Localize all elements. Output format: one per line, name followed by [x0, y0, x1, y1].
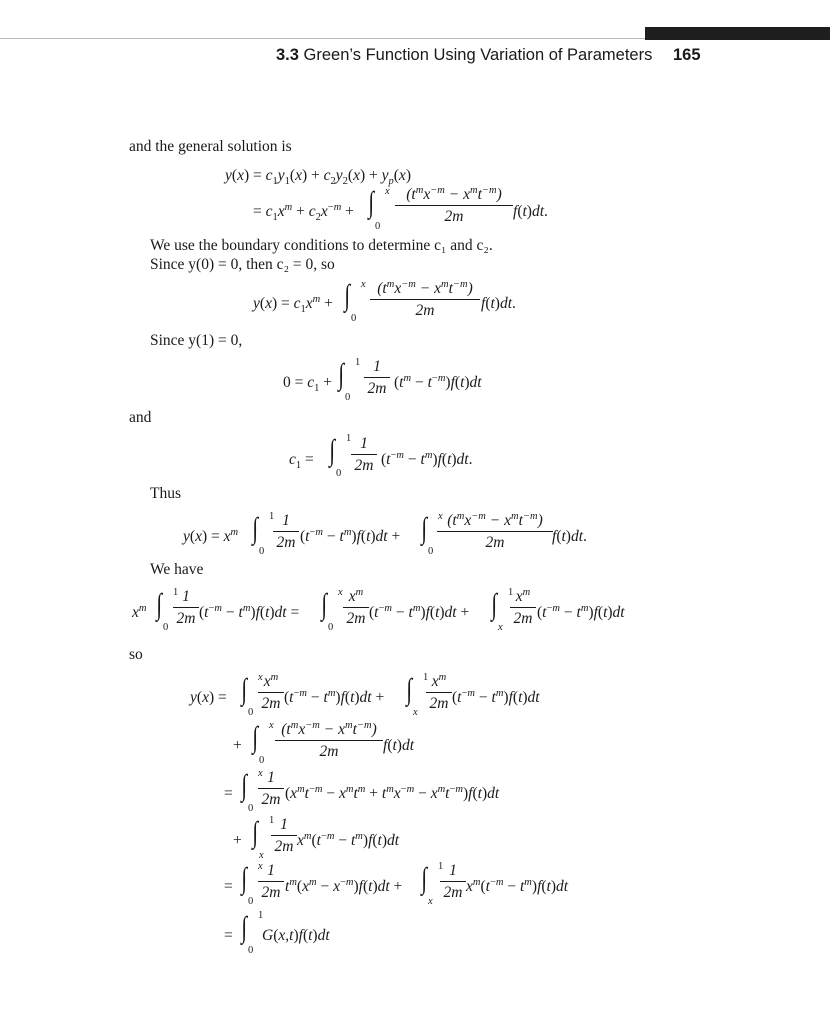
we-have-text: We have [150, 561, 204, 578]
header-rule [0, 38, 645, 39]
section-number: 3.3 [276, 46, 299, 64]
boundary-conditions-text: We use the boundary conditions to determine c₁ and c₂. [150, 237, 493, 254]
running-header [276, 46, 652, 65]
section-title: Green’s Function Using Variation of Parameters [303, 46, 653, 64]
so-text: so [129, 646, 143, 663]
since-y1-text: Since y(1) = 0, [150, 332, 243, 349]
page-number: 165 [673, 46, 701, 64]
general-solution-intro: and the general solution is [129, 138, 292, 155]
and-text: and [129, 409, 152, 426]
thus-text: Thus [150, 485, 181, 502]
header-bar [645, 27, 830, 40]
since-y0-text: Since y(0) = 0, then c₂ = 0, so [150, 256, 335, 273]
